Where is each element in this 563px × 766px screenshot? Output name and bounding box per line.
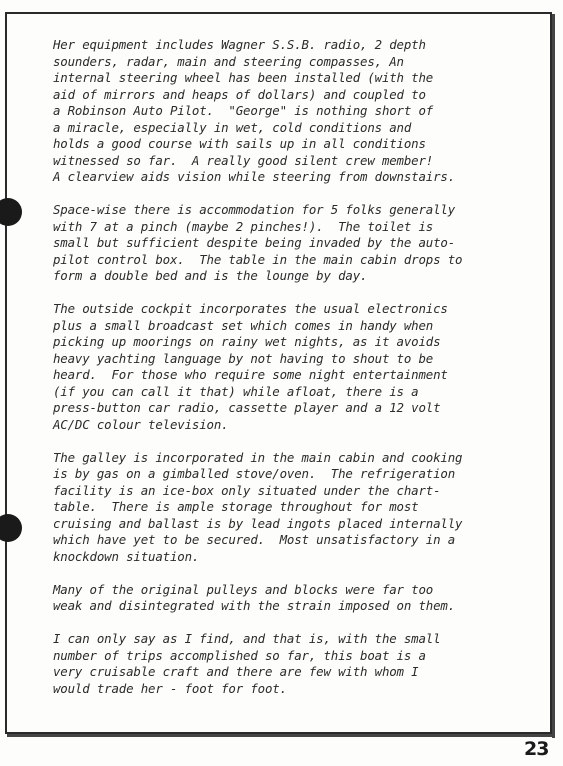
text-line: internal steering wheel has been installed (with the bbox=[53, 70, 434, 85]
text-line: holds a good course with sails up in all conditions bbox=[53, 136, 426, 151]
paragraph bbox=[53, 301, 528, 433]
paragraph bbox=[53, 202, 528, 285]
page-border-shadow-bottom bbox=[7, 734, 555, 737]
text-line: Her equipment includes Wagner S.S.B. radio, 2 depth bbox=[53, 37, 426, 52]
text-line: I can only say as I find, and that is, with the small bbox=[53, 631, 441, 646]
text-line: Many of the original pulleys and blocks were far too bbox=[53, 581, 434, 597]
paragraph bbox=[53, 450, 528, 566]
text-line: number of trips accomplished so far, this boat is a bbox=[53, 647, 426, 663]
text-line: (if you can call it that) while afloat, there is a bbox=[53, 383, 419, 399]
paragraph bbox=[53, 582, 528, 615]
text-line: is by gas on a gimballed stove/oven. The refrigeration bbox=[53, 466, 456, 481]
body-text bbox=[53, 37, 528, 714]
text-line: a miracle, especially in wet, cold conditions and bbox=[53, 119, 412, 135]
text-line: sounders, radar, main and steering compasses, An bbox=[53, 53, 404, 69]
text-line: knockdown situation. bbox=[53, 548, 200, 564]
text-line: weak and disintegrated with the strain imposed on them. bbox=[53, 598, 456, 613]
text-line: facility is an ice-box only situated under the chart- bbox=[53, 482, 441, 498]
paragraph bbox=[53, 37, 528, 186]
text-line: heard. For those who require some night entertainment bbox=[53, 367, 448, 382]
text-line: plus a small broadcast set which comes in handy when bbox=[53, 317, 434, 333]
text-line: a Robinson Auto Pilot. "George" is nothing short of bbox=[53, 103, 434, 118]
text-line: table. There is ample storage throughout for most bbox=[53, 499, 419, 514]
text-line: AC/DC colour television. bbox=[53, 416, 229, 432]
page-border-shadow-right bbox=[552, 14, 555, 738]
text-line: heavy yachting language by not having to shout to be bbox=[53, 350, 434, 366]
text-line: cruising and ballast is by lead ingots placed internally bbox=[53, 515, 463, 531]
text-line: aid of mirrors and heaps of dollars) and coupled to bbox=[53, 86, 426, 102]
text-line: which have yet to be secured. Most unsatisfactory in a bbox=[53, 532, 456, 547]
text-line: press-button car radio, cassette player and a 12 volt bbox=[53, 400, 441, 415]
text-line: pilot control box. The table in the main cabin drops to bbox=[53, 251, 463, 267]
paragraph bbox=[53, 631, 528, 697]
page-number: 23 bbox=[524, 738, 549, 760]
text-line: form a double bed and is the lounge by day. bbox=[53, 268, 368, 283]
text-line: witnessed so far. A really good silent crew member! bbox=[53, 152, 434, 168]
text-line: The outside cockpit incorporates the usual electronics bbox=[53, 301, 448, 316]
text-line: very cruisable craft and there are few with whom I bbox=[53, 664, 419, 679]
text-line: with 7 at a pinch (maybe 2 pinches!). The toilet is bbox=[53, 218, 434, 234]
text-line: would trade her - foot for foot. bbox=[53, 680, 287, 696]
text-line: A clearview aids vision while steering from downstairs. bbox=[53, 169, 456, 184]
text-line: The galley is incorporated in the main cabin and cooking bbox=[53, 449, 463, 465]
text-line: small but sufficient despite being invaded by the auto- bbox=[53, 235, 456, 250]
text-line: picking up moorings on rainy wet nights, as it avoids bbox=[53, 334, 441, 349]
text-line: Space-wise there is accommodation for 5 folks generally bbox=[53, 202, 456, 217]
